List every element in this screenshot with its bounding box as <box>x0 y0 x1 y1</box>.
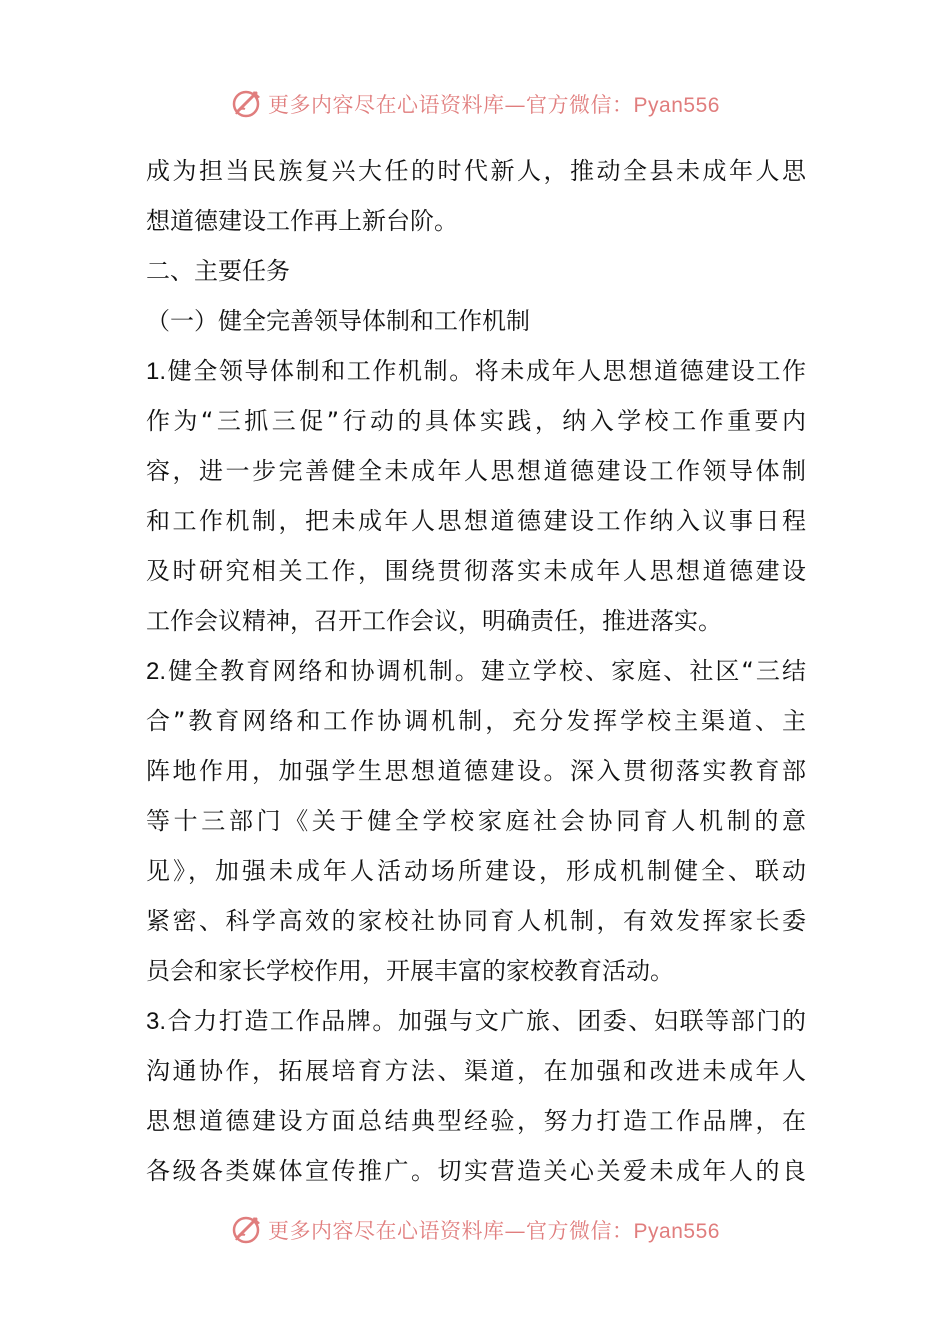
text-line: 容，进一步完善健全未成年人思想道德建设工作领导体制 <box>146 457 806 485</box>
text-line: 紧密、科学高效的家校社协同育人机制，有效发挥家长委 <box>146 907 806 935</box>
text-line: 阵地作用，加强学生思想道德建设。深入贯彻落实教育部 <box>146 757 806 785</box>
watermark-text <box>268 89 720 119</box>
text-line: 各级各类媒体宣传推广。切实营造关心关爱未成年人的良 <box>146 1157 806 1185</box>
text-line: 想道德建设工作再上新台阶。 <box>146 207 458 235</box>
text-line: 见》，加强未成年人活动场所建设，形成机制健全、联动 <box>146 857 806 885</box>
watermark-text <box>268 1215 720 1245</box>
watermark-site-name: 更多内容尽在心语资料库 <box>268 93 505 117</box>
document-body <box>146 146 806 1196</box>
text-line: 等十三部门《关于健全学校家庭社会协同育人机制的意 <box>146 807 806 835</box>
header-watermark <box>0 84 950 124</box>
text-line: 员会和家长学校作用，开展丰富的家校教育活动。 <box>146 957 674 985</box>
pen-logo-icon <box>230 1213 264 1247</box>
pen-logo-icon <box>230 87 264 121</box>
watermark-separator: — <box>504 1219 527 1243</box>
section-heading: 二、主要任务 <box>146 257 290 285</box>
list-item-start: 2.健全教育网络和协调机制。建立学校、家庭、社区“三结 <box>146 657 806 685</box>
item-number: 2. <box>146 658 167 685</box>
footer-watermark <box>0 1210 950 1250</box>
watermark-official-label: 官方微信： <box>526 93 634 117</box>
item-number: 3. <box>146 1008 167 1035</box>
text-line: 和工作机制，把未成年人思想道德建设工作纳入议事日程 <box>146 507 806 535</box>
watermark-official-label: 官方微信： <box>526 1219 634 1243</box>
watermark-site-name: 更多内容尽在心语资料库 <box>268 1219 505 1243</box>
watermark-wechat-id: Pyan556 <box>633 94 720 117</box>
text-line: 成为担当民族复兴大任的时代新人，推动全县未成年人思 <box>146 157 806 185</box>
subsection-heading: （一）健全完善领导体制和工作机制 <box>146 307 530 335</box>
list-item-start: 3.合力打造工作品牌。加强与文广旅、团委、妇联等部门的 <box>146 1007 806 1035</box>
item-number: 1. <box>146 358 167 385</box>
text-line: 合”教育网络和工作协调机制，充分发挥学校主渠道、主 <box>146 707 806 735</box>
text-line: 及时研究相关工作，围绕贯彻落实未成年人思想道德建设 <box>146 557 806 585</box>
text-line: 思想道德建设方面总结典型经验，努力打造工作品牌，在 <box>146 1107 806 1135</box>
text-line: 工作会议精神，召开工作会议，明确责任，推进落实。 <box>146 607 722 635</box>
watermark-separator: — <box>504 93 527 117</box>
list-item-start: 1.健全领导体制和工作机制。将未成年人思想道德建设工作 <box>146 357 806 385</box>
watermark-wechat-id: Pyan556 <box>633 1220 720 1243</box>
text-line: 作为“三抓三促”行动的具体实践，纳入学校工作重要内 <box>146 407 806 435</box>
text-line: 沟通协作，拓展培育方法、渠道，在加强和改进未成年人 <box>146 1057 806 1085</box>
